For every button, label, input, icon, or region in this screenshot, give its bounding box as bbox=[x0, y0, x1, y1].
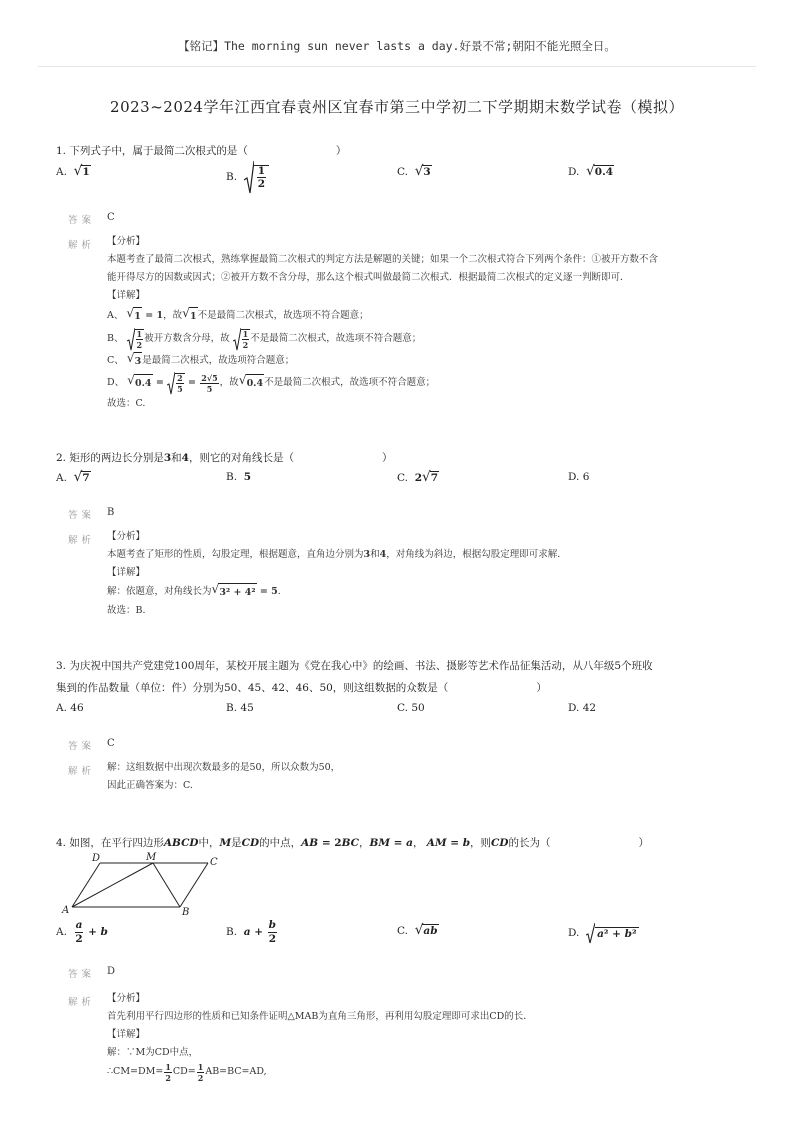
q4-explanation bbox=[107, 990, 533, 1082]
q1-option-d: D. √ 0.4 bbox=[568, 163, 614, 179]
q1-option-a: A. √ 1 bbox=[56, 163, 90, 179]
page-title: 2023~2024学年江西宜春袁州区宜春市第三中学初二下学期期末数学试卷（模拟） bbox=[110, 98, 684, 116]
q1-detail-c: C、 √ 3 是最简二次根式，故选项符合题意； bbox=[107, 351, 658, 371]
q1-analysis-tag: 【分析】 bbox=[107, 236, 146, 247]
q2-option-a: A. √ 7 bbox=[56, 469, 90, 485]
q3-option-d: D. 42 bbox=[568, 702, 597, 714]
vertex-label-a: A bbox=[62, 905, 70, 916]
q2-option-b: B. 5 bbox=[226, 471, 252, 483]
q2-explanation bbox=[107, 528, 567, 620]
q3-explanation-line-1: 解：这组数据中出现次数最多的是50，所以众数为50， bbox=[107, 762, 341, 773]
q4-option-d: D. a² + b² bbox=[568, 922, 639, 944]
vertex-label-b: B bbox=[182, 907, 190, 918]
question-2-stem: 2. 矩形的两边长分别是3和4，则它的对角线长是（ ） bbox=[56, 452, 393, 464]
q3-explain-label: 解析 bbox=[68, 766, 96, 777]
q2-explain-label: 解析 bbox=[68, 535, 96, 546]
q1-option-c: C. √ 3 bbox=[397, 163, 431, 179]
q4-detail-line-1: 解：∵M为CD中点， bbox=[107, 1047, 199, 1058]
q4-detail-tag: 【详解】 bbox=[107, 1029, 146, 1040]
edge-cb bbox=[180, 863, 208, 907]
question-1-stem: 1. 下列式子中，属于最简二次根式的是（ ） bbox=[56, 145, 347, 157]
question-4-stem: 4. 如图，在平行四边形ABCD中，M是CD的中点，AB = 2BC，BM = a， AM = b，则CD的长为（ ） bbox=[56, 837, 649, 849]
parallelogram-figure bbox=[60, 850, 220, 920]
q2-answer-label: 答案 bbox=[68, 510, 96, 521]
q4-option-b: B. a + $\frac{b}{2}$ bbox=[226, 919, 277, 945]
q1-detail-a: A、 √ 1 = 1 ，故 √ 1 不是最简二次根式，故选项不符合题意； bbox=[107, 305, 658, 327]
q1-option-b: B. $\frac{1}{2}$ bbox=[226, 160, 269, 194]
q4-answer-label: 答案 bbox=[68, 969, 96, 980]
question-3-stem-line-1: 3. 为庆祝中国共产党建党100周年，某校开展主题为《党在我心中》的绘画、书法、摄影等艺术作品征集活动，从八年级5个班收 bbox=[56, 660, 653, 672]
q2-analysis-line: 本题考查了矩形的性质，勾股定理，根据题意，直角边分别为3和4，对角线为斜边，根据勾股定理即可求解． bbox=[107, 549, 567, 560]
q1-conclusion: 故选：C. bbox=[107, 398, 146, 409]
q3-option-a: A. 46 bbox=[56, 702, 84, 714]
q1-detail-d: D、 √ 0.4 = $\frac{2}{5}$ = $\frac{2√5}{5}$ ，故 √ 0.4 不是最简二次根式，故选项不符合题意； bbox=[107, 372, 436, 394]
q1-answer: C bbox=[107, 212, 115, 223]
motto-header: 【铭记】The morning sun never lasts a day.好景不常;朝阳不能光照全日。 bbox=[178, 39, 616, 53]
q2-option-c: C. 2 √ 7 bbox=[397, 469, 439, 485]
segment-am bbox=[72, 863, 153, 907]
q3-answer: C bbox=[107, 738, 115, 749]
q4-explain-label: 解析 bbox=[68, 997, 96, 1008]
q2-detail-tag: 【详解】 bbox=[107, 567, 146, 578]
q4-analysis-line: 首先利用平行四边形的性质和已知条件证明△MAB为直角三角形，再利用勾股定理即可求出CD的长． bbox=[107, 1011, 533, 1022]
q3-option-b: B. 45 bbox=[226, 702, 254, 714]
q3-explanation-line-2: 因此正确答案为：C. bbox=[107, 780, 193, 791]
q3-explanation bbox=[107, 759, 340, 795]
q4-analysis-tag: 【分析】 bbox=[107, 993, 146, 1004]
q4-detail-line-2: ∴CM=DM= $\frac{1}{2}$ CD= $\frac{1}{2}$ AB=BC=AD, bbox=[107, 1061, 267, 1083]
q4-answer: D bbox=[107, 966, 116, 977]
q1-explain-label: 解析 bbox=[68, 240, 96, 251]
question-3-stem-line-2: 集到的作品数量（单位：件）分别为50、45、42、46、50，则这组数据的众数是（ ） bbox=[56, 682, 547, 694]
edge-ad bbox=[72, 863, 100, 907]
q2-conclusion: 故选：B. bbox=[107, 605, 146, 616]
q1-detail-b: B、 $\frac{1}{2}$ 被开方数含分母，故 $\frac{1}{2}$ 不是最简二次根式，故选项不符合题意； bbox=[107, 329, 422, 350]
q2-detail-line: 解：依题意，对角线长为 √ 3² + 4² = 5 . bbox=[107, 582, 567, 602]
q1-explanation bbox=[107, 233, 658, 413]
q1-detail-tag: 【详解】 bbox=[107, 290, 146, 301]
q2-option-d: D. 6 bbox=[568, 471, 590, 483]
point-label-m: M bbox=[146, 852, 157, 863]
q1-answer-label: 答案 bbox=[68, 215, 96, 226]
q4-option-c: C. √ ab bbox=[397, 922, 438, 938]
q1-analysis-line-1: 本题考查了最简二次根式，熟练掌握最简二次根式的判定方法是解题的关键；如果一个二次根式符合下列两个条件：①被开方数不含 bbox=[107, 254, 659, 265]
q1-analysis-line-2: 能开得尽方的因数或因式；②被开方数不含分母，那么这个根式叫做最简二次根式．根据最简二次根式的定义逐一判断即可． bbox=[107, 272, 630, 283]
q2-answer: B bbox=[107, 507, 115, 518]
q2-analysis-tag: 【分析】 bbox=[107, 531, 146, 542]
q3-answer-label: 答案 bbox=[68, 741, 96, 752]
q3-option-c: C. 50 bbox=[397, 702, 425, 714]
header-divider bbox=[38, 66, 756, 67]
segment-bm bbox=[153, 863, 180, 907]
q4-option-a: A. $\frac{a}{2}$ + b bbox=[56, 919, 108, 945]
vertex-label-c: C bbox=[210, 857, 218, 868]
vertex-label-d: D bbox=[92, 853, 101, 864]
